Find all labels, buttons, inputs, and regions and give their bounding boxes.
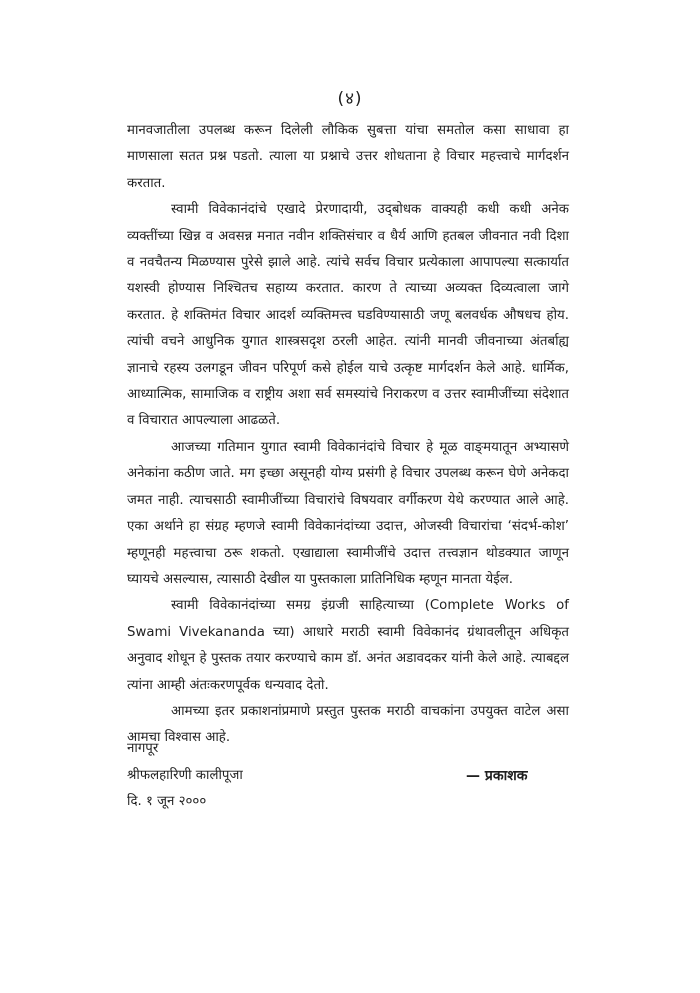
paragraph-closing: आमच्या इतर प्रकाशनांप्रमाणे प्रस्तुत पुस्तक मराठी वाचकांना उपयुक्त वाटेल असा आमचा विश्वास आहे.	[127, 703, 569, 746]
body-text	[127, 118, 569, 752]
footer-occasion-line	[127, 763, 569, 790]
footer-place: नागपूर	[127, 741, 159, 756]
footer-date: दि. १ जून २०००	[127, 794, 207, 809]
page-number: (४)	[337, 89, 363, 109]
paragraph-inspiration: स्वामी विवेकानंदांचे एखादे प्रेरणादायी, उद्‌बोधक वाक्यही कधी कधी अनेक व्यक्तींच्या खिन्न व अवसन्न मनात नवीन शक्तिसंचार व धैर्य आणि हतबल जीवनात नवी दिशा व नवचैतन्य मिळण्यास पुरेसे झाले आहे. त्यांचे सर्वच विचार प्रत्येकाला आपापल्या सत्कार्यात यशस्वी होण्यास निश्चितच सहाय्य करतात. कारण ते त्याच्या अव्यक्त दिव्यत्वाला जागे करतात. हे शक्तिमंत विचार आदर्श व्यक्तिमत्त्व घडविण्यासाठी जणू बलवर्धक औषधच होय. त्यांची वचने आधुनिक युगात शास्त्रसदृश ठरली आहेत. त्यांनी मानवी जीवनाच्या अंतर्बाह्य ज्ञानाचे रहस्य उलगडून जीवन परिपूर्ण कसे होईल याचे उत्कृष्ट मार्गदर्शन केले आहे. धार्मिक, आध्यात्मिक, सामाजिक व राष्ट्रीय अशा सर्व समस्यांचे निराकरण व उत्तर स्वामीजींच्या संदेशात व विचारात आपल्याला आढळते.	[127, 202, 569, 429]
paragraph-continuation: मानवजातीला उपलब्ध करून दिलेली लौकिक सुबत्ता यांचा समतोल कसा साधावा हा माणसाला सतत प्रश्न पडतो. त्याला या प्रश्नाचे उत्तर शोधताना हे विचार महत्त्वाचे मार्गदर्शन करतात.	[127, 123, 569, 191]
footer-occasion: श्रीफलहारिणी कालीपूजा	[127, 767, 243, 783]
paragraph-acknowledgement: स्वामी विवेकानंदांच्या समग्र इंग्रजी साहित्याच्या (Complete Works of Swami Vivekananda च्या) आधारे मराठी स्वामी विवेकानंद ग्रंथावलीतून अधिकृत अनुवाद शोधून हे पुस्तक तयार करण्याचे काम डॉ. अनंत अडावदकर यांनी केले आहे. त्याबद्दल त्यांना आम्ही अंतःकरणपूर्वक धन्यवाद देतो.	[127, 598, 569, 693]
footer	[127, 736, 569, 816]
paragraph-purpose: आजच्या गतिमान युगात स्वामी विवेकानंदांचे विचार हे मूळ वाङ्‌मयातून अभ्यासणे अनेकांना कठीण जाते. मग इच्छा असूनही योग्य प्रसंगी हे विचार उपलब्ध करून घेणे अनेकदा जमत नाही. त्याचसाठी स्वामीजींच्या विचारांचे विषयवार वर्गीकरण येथे करण्यात आले आहे. एका अर्थाने हा संग्रह म्हणजे स्वामी विवेकानंदांच्या उदात्त, ओजस्वी विचारांचा ‘संदर्भ-कोश’ म्हणूनही महत्त्वाचा ठरू शकतो. एखाद्याला स्वामीजींचे उदात्त तत्त्वज्ञान थोडक्यात जाणून घ्यायचे असल्यास, त्यासाठी देखील या पुस्तकाला प्रातिनिधिक म्हणून मानता येईल.	[127, 439, 569, 587]
publisher-signature: — प्रकाशक	[466, 767, 528, 784]
